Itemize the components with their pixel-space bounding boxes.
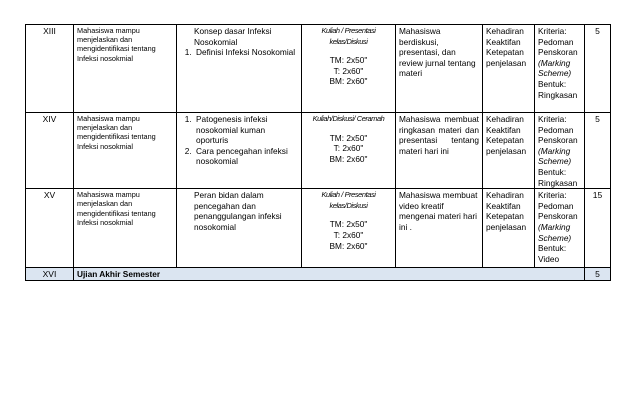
list-item: 1. Patogenesis infeksi nosokomial kuman oporturis xyxy=(194,114,298,146)
method-cell xyxy=(302,25,396,113)
objective-cell: Mahasiswa mampu menjelaskan dan mengidentifikasi tentang Infeksi nosokmial xyxy=(74,189,177,268)
bm-duration: BM: 2x60" xyxy=(329,153,368,164)
week-cell: XIV xyxy=(26,113,74,189)
method-cell xyxy=(302,113,396,189)
activity-cell: Mahasiswa membuat ringkasan materi dan presentasi tentang materi hari ini xyxy=(396,113,483,189)
week-cell: XVI xyxy=(26,268,74,281)
table-row xyxy=(26,113,611,189)
list-item: 2. Cara pencegahan infeksi nosokomial xyxy=(194,146,298,167)
material-cell xyxy=(177,113,302,189)
objective-cell: Mahasiswa mampu menjelaskan dan mengidentifikasi tentang Infeksi nosokmial xyxy=(74,25,177,113)
material-cell xyxy=(177,189,302,268)
t-duration: T: 2x60" xyxy=(333,65,364,76)
material-intro: Konsep dasar Infeksi Nosokomial xyxy=(194,26,272,47)
criteria-cell: Kehadiran Keaktifan Ketepatan penjelasan xyxy=(483,113,535,189)
bm-duration: BM: 2x60" xyxy=(329,76,368,87)
week-cell: XV xyxy=(26,189,74,268)
bm-duration: BM: 2x60" xyxy=(329,240,368,251)
list-item: 1. Definisi Infeksi Nosokomial xyxy=(194,47,298,58)
assessment-cell: Kriteria: Pedoman Penskoran (Marking Scheme) Bentuk: Ringkasan xyxy=(535,25,585,113)
assessment-cell: Kriteria: Pedoman Penskoran (Marking Scheme) Bentuk: Ringkasan xyxy=(535,113,585,189)
week-cell: XIII xyxy=(26,25,74,113)
material-list xyxy=(180,47,298,58)
method-text: Kuliah/Diskusi/ Ceramah xyxy=(312,114,385,123)
t-duration: T: 2x60" xyxy=(333,229,364,240)
table-row xyxy=(26,189,611,268)
assessment-cell: Kriteria: Pedoman Penskoran (Marking Scheme) Bentuk: Video xyxy=(535,189,585,268)
material-list xyxy=(180,114,298,167)
criteria-cell: Kehadiran Keaktifan Ketepatan penjelasan xyxy=(483,189,535,268)
method-cell xyxy=(302,189,396,268)
method-text: Kuliah / Presentasi kelas/Diskusi xyxy=(321,190,376,210)
material-text: Peran bidan dalam pencegahan dan penanggulangan infeksi nosokomial xyxy=(194,190,282,232)
syllabus-table xyxy=(25,24,611,281)
weight-cell: 5 xyxy=(585,268,611,281)
final-exam-label: Ujian Akhir Semester xyxy=(74,268,585,281)
method-text: Kuliah / Presentasi kelas/Diskusi xyxy=(321,26,376,46)
material-cell xyxy=(177,25,302,113)
table-row xyxy=(26,25,611,113)
tm-duration: TM: 2x50" xyxy=(329,132,368,143)
activity-cell: Mahasiswa berdiskusi, presentasi, dan review jurnal tentang materi xyxy=(396,25,483,113)
objective-cell: Mahasiswa mampu menjelaskan dan mengidentifikasi tentang Infeksi nosokmial xyxy=(74,113,177,189)
weight-cell: 5 xyxy=(585,113,611,189)
tm-duration: TM: 2x50" xyxy=(329,55,368,66)
criteria-cell: Kehadiran Keaktifan Ketepatan penjelasan xyxy=(483,25,535,113)
tm-duration: TM: 2x50" xyxy=(329,219,368,230)
final-exam-row xyxy=(26,268,611,281)
activity-cell: Mahasiswa membuat video kreatif mengenai materi hari ini . xyxy=(396,189,483,268)
weight-cell: 15 xyxy=(585,189,611,268)
t-duration: T: 2x60" xyxy=(333,143,364,154)
weight-cell: 5 xyxy=(585,25,611,113)
